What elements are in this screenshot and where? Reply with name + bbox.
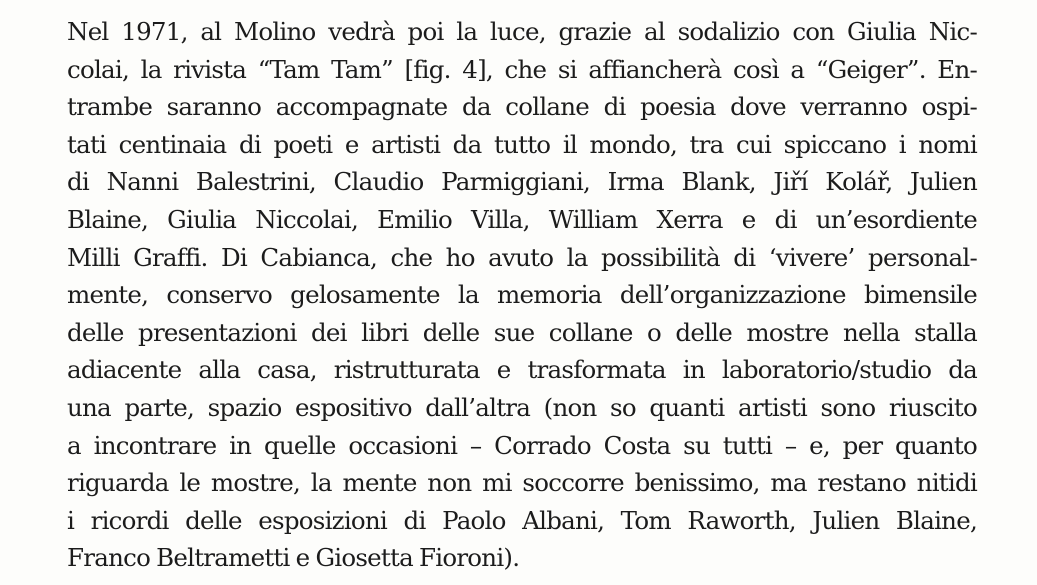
paragraph-line-1: Nel 1971, al Molino vedrà poi la luce, grazie al sodalizio con Giulia Nic-: [67, 17, 977, 46]
paragraph-line-12: a incontrare in quelle occasioni – Corrado Costa su tutti – e, per quanto: [67, 430, 977, 460]
paragraph-line-3: trambe saranno accompagnate da collane di poesia dove verranno ospi-: [67, 92, 977, 122]
paragraph-line-5: di Nanni Balestrini, Claudio Parmiggiani, Irma Blank, Jiří Kolář, Julien: [67, 167, 977, 197]
paragraph-line-13: riguarda le mostre, la mente non mi soccorre benissimo, ma restano nitidi: [67, 468, 977, 498]
paragraph-line-7: Milli Graffi. Di Cabianca, che ho avuto la possibilità di ‘vivere’ personal-: [67, 242, 977, 272]
paragraph-line-4: tati centinaia di poeti e artisti da tutto il mondo, tra cui spiccano i nomi: [67, 129, 977, 159]
paragraph-line-15: Franco Beltrametti e Giosetta Fioroni).: [67, 543, 520, 573]
paragraph-line-11: una parte, spazio espositivo dall’altra (non so quanti artisti sono riuscito: [67, 392, 977, 422]
paragraph-line-14: i ricordi delle esposizioni di Paolo Albani, Tom Raworth, Julien Blaine,: [67, 505, 977, 535]
paragraph-line-2: colai, la rivista “Tam Tam” [fig. 4], che si affiancherà così a “Geiger”. En-: [67, 54, 977, 84]
paragraph-line-9: delle presentazioni dei libri delle sue collane o delle mostre nella stalla: [67, 317, 977, 347]
body-paragraph: [67, 13, 977, 577]
paragraph-line-8: mente, conservo gelosamente la memoria dell’organizzazione bimensile: [67, 280, 977, 310]
paragraph-line-6: Blaine, Giulia Niccolai, Emilio Villa, William Xerra e di un’esordiente: [67, 204, 977, 234]
paragraph-line-10: adiacente alla casa, ristrutturata e trasformata in laboratorio/studio da: [67, 355, 977, 385]
